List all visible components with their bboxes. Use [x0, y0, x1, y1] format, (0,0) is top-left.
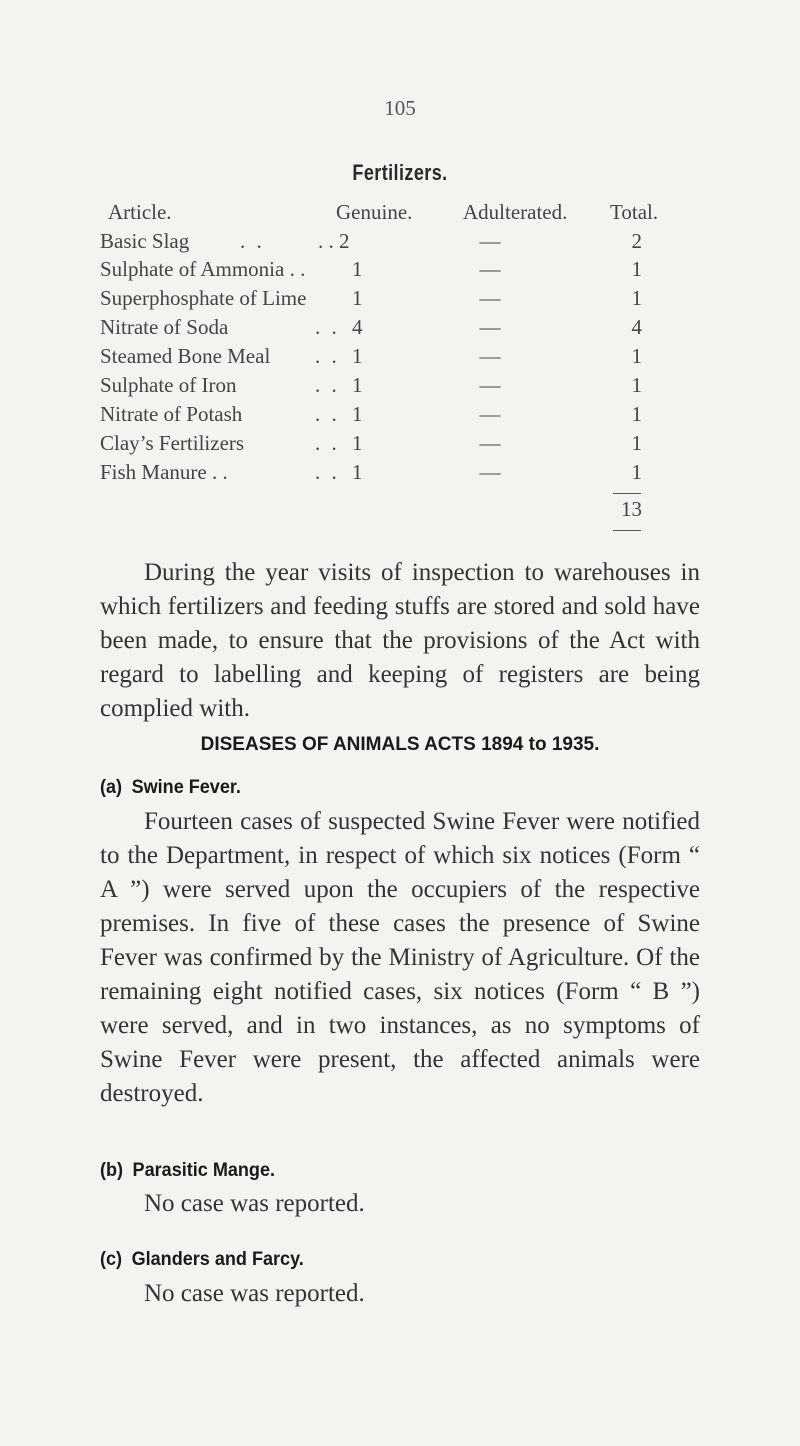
genuine-count: 1 — [352, 460, 363, 484]
adulterated-count: — — [479, 373, 501, 397]
adulterated-count: — — [479, 431, 501, 455]
adulterated-count: — — [479, 286, 501, 310]
leader-dots: . . — [315, 402, 340, 426]
table-row — [0, 315, 800, 343]
article-name: Basic Slag — [100, 229, 190, 253]
leader-dots: . . — [315, 344, 340, 368]
total-count: 4 — [631, 315, 642, 339]
inspection-paragraph: During the year visits of inspection to warehouses in which fertilizers and feeding stuffs are stored and sold have been made, to ensure that the provisions of the Act with regard to labelling and keeping of registers are being complied with. — [100, 559, 700, 722]
article-name: Steamed Bone Meal — [100, 344, 271, 368]
adulterated-count: — — [479, 344, 501, 368]
section-heading-swine-fever — [100, 777, 241, 799]
total-count: 2 — [631, 229, 642, 253]
leader-dots: . . — [315, 460, 340, 484]
genuine-count: 4 — [352, 315, 363, 339]
article-name: Clay’s Fertilizers — [100, 431, 245, 455]
total-rule-top — [613, 493, 641, 494]
fertilizers-title: Fertilizers. — [352, 160, 448, 185]
glanders-farcy-paragraph: No case was reported. — [144, 1280, 365, 1307]
grand-total: 13 — [621, 497, 642, 521]
total-count: 1 — [631, 460, 642, 484]
column-header-article: Article. — [108, 200, 172, 224]
adulterated-count: — — [479, 402, 501, 426]
section-title: Parasitic Mange. — [132, 1160, 276, 1181]
leader-dots: . . — [315, 373, 340, 397]
table-row — [0, 286, 800, 314]
total-count: 1 — [631, 286, 642, 310]
section-letter: (b) — [100, 1160, 124, 1181]
adulterated-count: — — [479, 460, 501, 484]
column-header-genuine: Genuine. — [336, 200, 413, 224]
genuine-count: 1 — [352, 373, 363, 397]
section-letter: (a) — [100, 777, 123, 798]
total-count: 1 — [631, 257, 642, 281]
parasitic-mange-paragraph: No case was reported. — [144, 1190, 365, 1217]
genuine-count: 1 — [352, 431, 363, 455]
genuine-count: . . 2 — [318, 229, 350, 253]
section-title: Glanders and Farcy. — [131, 1249, 304, 1270]
column-header-adulterated: Adulterated. — [463, 200, 568, 224]
genuine-count: 1 — [352, 257, 363, 281]
section-title: Swine Fever. — [131, 777, 241, 798]
article-name: Sulphate of Ammonia . . — [100, 257, 306, 281]
genuine-count: 1 — [352, 344, 363, 368]
total-count: 1 — [631, 373, 642, 397]
section-heading-parasitic-mange — [100, 1160, 275, 1182]
leader-dots: . . — [315, 315, 340, 339]
table-row — [0, 373, 800, 401]
total-count: 1 — [631, 344, 642, 368]
column-header-total: Total. — [610, 200, 659, 224]
total-count: 1 — [631, 431, 642, 455]
article-name: Superphosphate of Lime — [100, 286, 307, 310]
adulterated-count: — — [479, 229, 501, 253]
diseases-heading: DISEASES OF ANIMALS ACTS 1894 to 1935. — [200, 734, 600, 755]
table-row — [0, 344, 800, 372]
section-letter: (c) — [100, 1249, 123, 1270]
article-name: Nitrate of Soda — [100, 315, 229, 339]
article-name: Sulphate of Iron — [100, 373, 237, 397]
section-heading-glanders-farcy — [100, 1249, 304, 1271]
total-count: 1 — [631, 402, 642, 426]
swine-fever-paragraph: Fourteen cases of suspected Swine Fever were notified to the Department, in respect of which six notices (Form “ A ”) were served upon the occupiers of the respective premises. In five of these cases the presence of Swine Fever was confirmed by the Ministry of Agriculture. Of the remaining eight notified cases, six notices (Form “ B ”) were served, and in two instances, as no symptoms of Swine Fever were present, the affected animals were destroyed. — [100, 808, 700, 1107]
table-row — [0, 257, 800, 285]
page-number: 105 — [384, 96, 416, 120]
article-name: Nitrate of Potash — [100, 402, 243, 426]
adulterated-count: — — [479, 315, 501, 339]
table-row — [0, 460, 800, 488]
table-row — [0, 431, 800, 459]
leader-dots: . . — [315, 431, 340, 455]
table-row — [0, 229, 800, 257]
total-rule-bottom — [613, 530, 641, 531]
genuine-count: 1 — [352, 286, 363, 310]
article-name: Fish Manure . . — [100, 460, 228, 484]
adulterated-count: — — [479, 257, 501, 281]
genuine-count: 1 — [352, 402, 363, 426]
table-row — [0, 402, 800, 430]
leader-dots: . . — [240, 229, 265, 253]
